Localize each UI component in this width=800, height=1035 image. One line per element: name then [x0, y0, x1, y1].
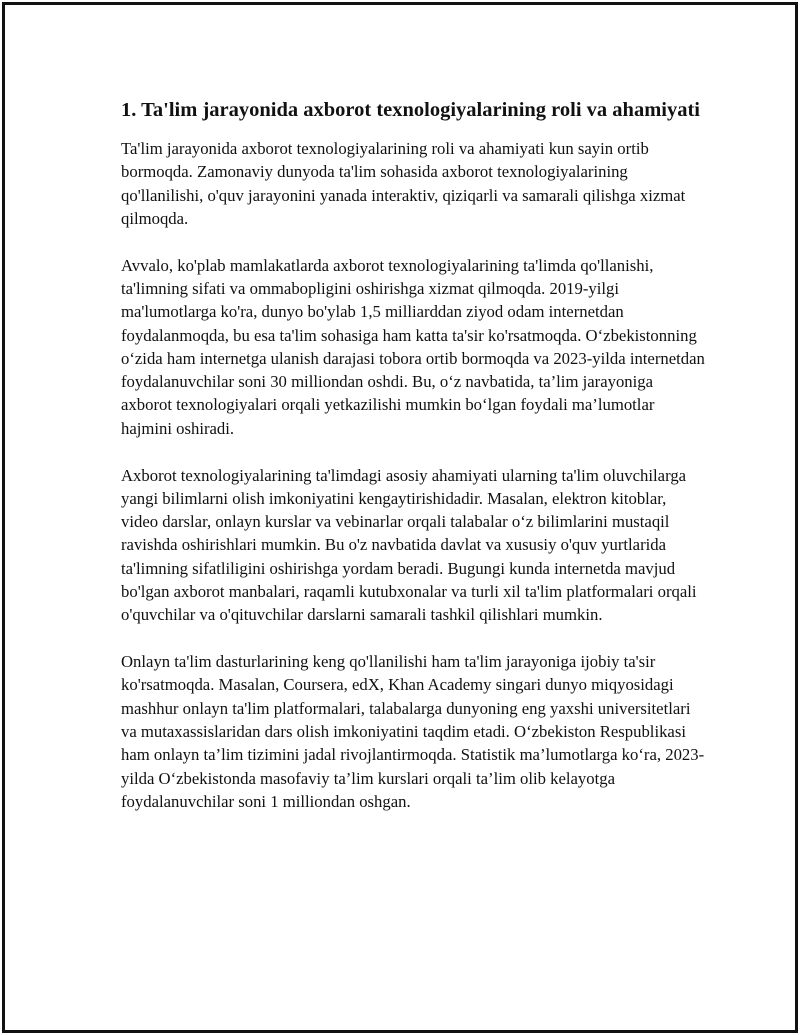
section-heading: 1. Ta'lim jarayonida axborot texnologiyalarining roli va ahamiyati — [121, 99, 700, 121]
paragraph-intro: Ta'lim jarayonida axborot texnologiyalarining roli va ahamiyati kun sayin ortib bormoqda. Zamonaviy dunyoda ta'lim sohasida axborot texnologiyalarining qo'llanilishi, o'quv jarayonini yanada interaktiv, qiziqarli va samarali qilishga xizmat qilmoqda. — [121, 139, 686, 228]
document-body — [121, 98, 707, 837]
paragraph-importance: Axborot texnologiyalarining ta'limdagi asosiy ahamiyati ularning ta'lim oluvchilarga yangi bilimlarni olish imkoniyatini kengaytirishidadir. Masalan, elektron kitoblar, video darslar, onlayn kurslar va vebinarlar orqali talabalar o‘z bilimlarini mustaqil ravishda oshirishlari mumkin. Bu o'z navbatida davlat va xususiy o'quv yurtlarida ta'limning sifatliligini oshirishga yordam beradi. Bugungi kunda internetda mavjud bo'lgan axborot manbalari, raqamli kutubxonalar va turli xil ta'lim platformalari orqali o'quvchilar va o'qituvchilar darslarni samarali tashkil qilishlari mumkin. — [121, 465, 697, 625]
page-frame — [2, 2, 798, 1033]
paragraph-online-learning: Onlayn ta'lim dasturlarining keng qo'llanilishi ham ta'lim jarayoniga ijobiy ta'sir ko'rsatmoqda. Masalan, Coursera, edX, Khan Academy singari dunyo miqyosidagi mashhur onlayn ta'lim platformalari, talabalarga dunyoning eng yaxshi universitetlari va mutaxassislaridan dars olish imkoniyatini taqdim etadi. O‘zbekiston Respublikasi ham onlayn ta’lim tizimini jadal rivojlantirmoqda. Statistik ma’lumotlarga ko‘ra, 2023-yilda O‘zbekistonda masofaviy ta’lim kurslari orqali ta’lim olib kelayotga foydalanuvchilar soni 1 milliondan oshgan. — [121, 652, 705, 811]
paragraph-statistics: Avvalo, ko'plab mamlakatlarda axborot texnologiyalarining ta'limda qo'llanishi, ta'limning sifati va ommabopligini oshirishga xizmat qilmoqda. 2019-yilgi ma'lumotlarga ko'ra, dunyo bo'ylab 1,5 milliarddan ziyod odam internetdan foydalanmoqda, bu esa ta'lim sohasiga ham katta ta'sir ko'rsatmoqda. O‘zbekistonning o‘zida ham internetga ulanish darajasi tobora ortib bormoqda va 2023-yilda internetdan foydalanuvchilar soni 30 milliondan oshdi. Bu, o‘z navbatida, ta’lim jarayoniga axborot texnologiyalari orqali yetkazilishi mumkin bo‘lgan foydali ma’lumotlar hajmini oshiradi. — [121, 255, 705, 438]
